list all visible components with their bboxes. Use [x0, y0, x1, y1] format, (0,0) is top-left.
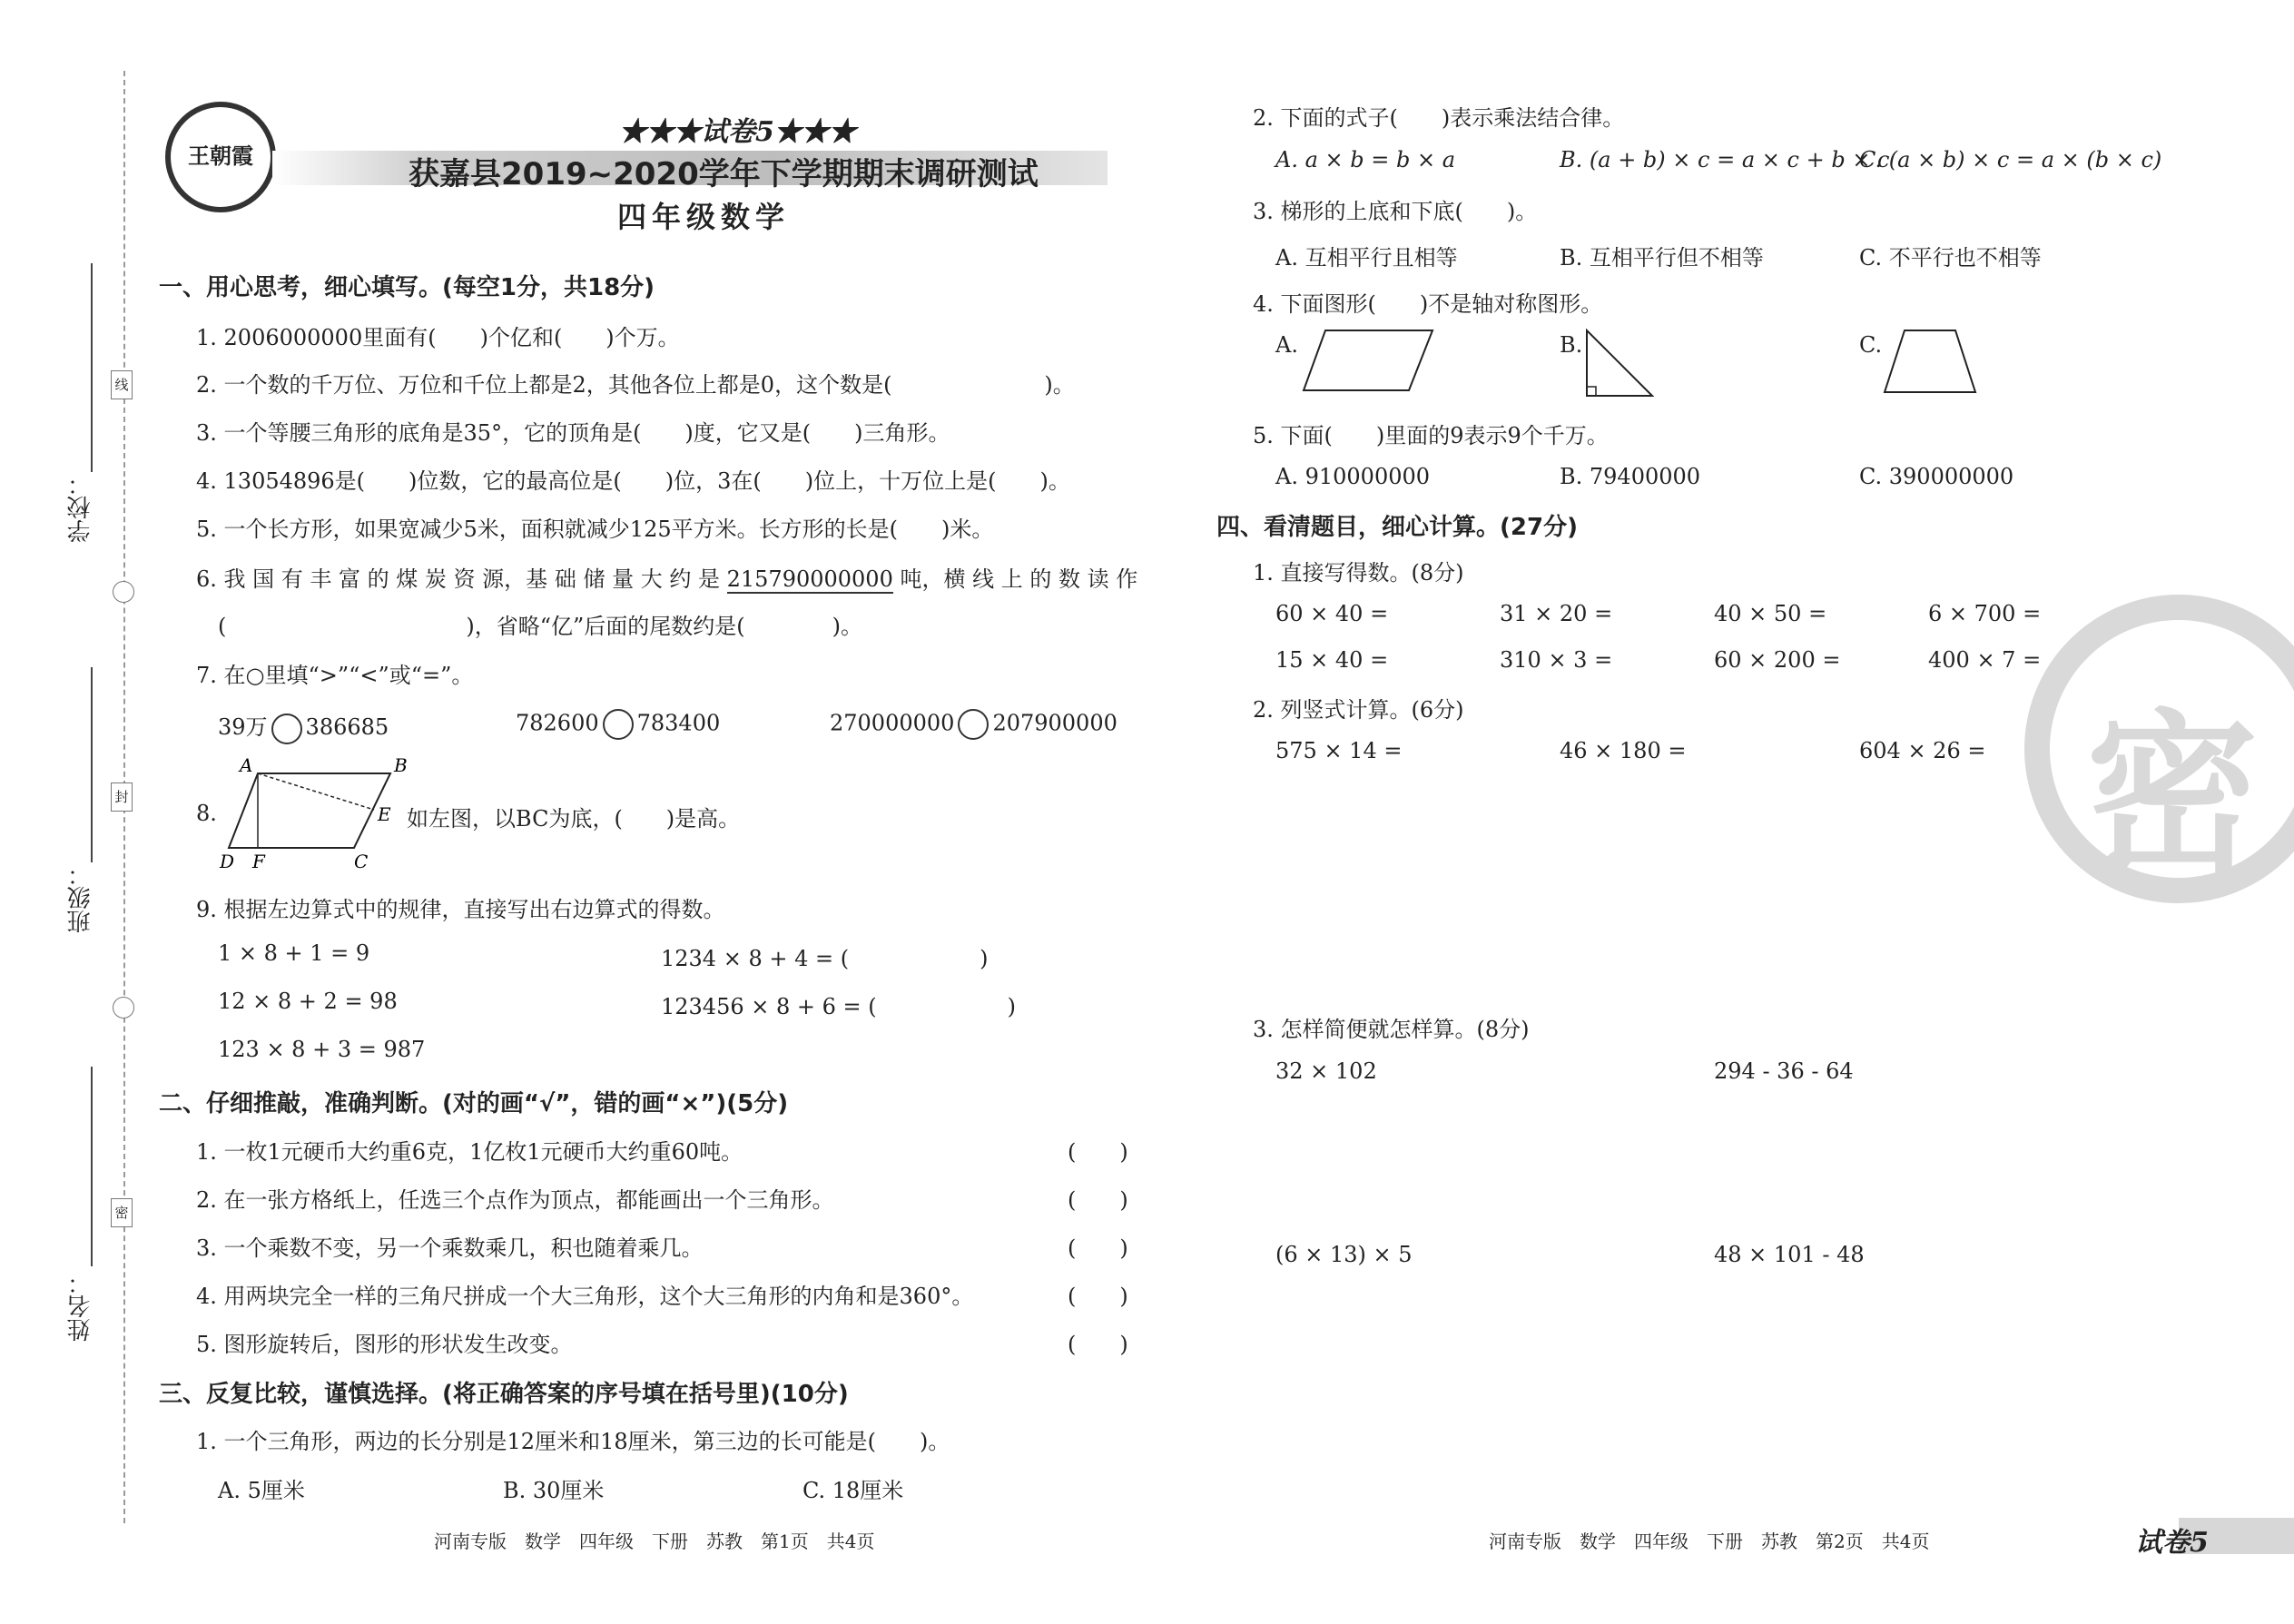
section1-heading: 一、用心思考，细心填写。(每空1分，共18分) — [159, 274, 655, 301]
s1-q5: 5. 一个长方形，如果宽减少5米，面积就减少125平方米。长方形的长是( )米。 — [196, 517, 994, 542]
binding-hole-icon — [113, 581, 134, 603]
school-blank[interactable] — [91, 263, 93, 472]
vertical-calc-item: 575 × 14 = — [1275, 738, 1403, 763]
class-label: 班级： — [67, 862, 94, 933]
s1-q9-right2: 123456 × 8 + 6 = ( ) — [661, 994, 1016, 1019]
s4-part3: 3. 怎样简便就怎样算。(8分) — [1253, 1017, 1530, 1042]
mental-math-item: 310 × 3 = — [1500, 647, 1613, 673]
s1-q9-right1: 1234 × 8 + 4 = ( ) — [661, 946, 989, 971]
judgement-item: 1. 一枚1元硬币大约重6克，1亿枚1元硬币大约重60吨。 — [196, 1139, 743, 1165]
s3-q3-option-a[interactable]: A. 互相平行且相等 — [1275, 245, 1458, 271]
s3-q4-option-a[interactable]: A. — [1275, 332, 1298, 358]
vertical-calc-item: 604 × 26 = — [1859, 738, 1986, 763]
mental-math-item: 15 × 40 = — [1275, 647, 1389, 673]
answer-paren[interactable]: ( ) — [1068, 1284, 1128, 1309]
mental-math-item: 40 × 50 = — [1714, 601, 1827, 626]
s3-q5-option-b[interactable]: B. 79400000 — [1560, 464, 1701, 489]
compare-circle[interactable] — [958, 709, 989, 740]
secret-seal-watermark: 密 — [2024, 595, 2294, 903]
s3-q2: 2. 下面的式子( )表示乘法结合律。 — [1253, 105, 1625, 131]
mental-math-item: 31 × 20 = — [1500, 601, 1613, 626]
trapezoid-shape — [1881, 327, 1981, 396]
compare-circle[interactable] — [603, 709, 634, 740]
simplify-calc-item: 294 - 36 - 64 — [1714, 1058, 1854, 1084]
simplify-calc-item: (6 × 13) × 5 — [1275, 1242, 1413, 1267]
parallelogram-figure — [218, 755, 418, 873]
s3-q2-option-a[interactable]: A. a × b = b × a — [1275, 147, 1456, 172]
s1-q4: 4. 13054896是( )位数，它的最高位是( )位，3在( )位上，十万位上是( )。 — [196, 468, 1070, 494]
name-label: 姓名： — [67, 1271, 94, 1342]
s1-q7-compare-c: 270000000 207900000 — [830, 709, 1117, 740]
s1-q6-line1: 6. 我 国 有 丰 富 的 煤 炭 资 源，基 础 储 量 大 约 是 215790000000 吨，横 线 上 的 数 读 作 — [196, 566, 1138, 592]
paper-tag: ★★★试卷5★★★ — [619, 116, 856, 148]
s3-q2-option-b[interactable]: B. (a + b) × c = a × c + b × c — [1560, 147, 1890, 172]
label-d: D — [220, 851, 235, 872]
s3-q5-option-c[interactable]: C. 390000000 — [1859, 464, 2014, 489]
label-a: A — [240, 755, 253, 776]
mental-math-item: 60 × 200 = — [1714, 647, 1841, 673]
line-mark: 线 — [111, 370, 133, 399]
s3-q5-option-a[interactable]: A. 910000000 — [1275, 464, 1431, 489]
judgement-item: 3. 一个乘数不变，另一个乘数乘几，积也随着乘几。 — [196, 1235, 704, 1261]
s1-q9: 9. 根据左边算式中的规律，直接写出右边算式的得数。 — [196, 897, 725, 922]
s3-q3-option-c[interactable]: C. 不平行也不相等 — [1859, 245, 2042, 271]
answer-paren[interactable]: ( ) — [1068, 1139, 1128, 1165]
vertical-calc-item: 46 × 180 = — [1560, 738, 1687, 763]
s1-q3: 3. 一个等腰三角形的底角是35°，它的顶角是( )度，它又是( )三角形。 — [196, 420, 950, 446]
s1-q6-line2: ( )，省略“亿”后面的尾数约是( )。 — [218, 614, 862, 639]
s3-q1-option-c[interactable]: C. 18厘米 — [802, 1478, 904, 1503]
s4-part2: 2. 列竖式计算。(6分) — [1253, 697, 1464, 723]
s3-q1: 1. 一个三角形，两边的长分别是12厘米和18厘米，第三边的长可能是( )。 — [196, 1429, 950, 1454]
footer-tag: 试卷5 — [2135, 1527, 2209, 1559]
s3-q5: 5. 下面( )里面的9表示9个千万。 — [1253, 423, 1609, 448]
section4-heading: 四、看清题目，细心计算。(27分) — [1216, 514, 1578, 541]
mental-math-item: 6 × 700 = — [1928, 601, 2042, 626]
label-f: F — [252, 851, 265, 872]
s1-q1: 1. 2006000000里面有( )个亿和( )个万。 — [196, 325, 680, 350]
name-blank[interactable] — [91, 1067, 93, 1266]
s1-q2: 2. 一个数的千万位、万位和千位上都是2，其他各位上都是0，这个数是( )。 — [196, 372, 1075, 398]
label-b: B — [394, 755, 408, 776]
answer-paren[interactable]: ( ) — [1068, 1187, 1128, 1213]
judgement-item: 2. 在一张方格纸上，任选三个点作为顶点，都能画出一个三角形。 — [196, 1187, 834, 1213]
footer-right: 河南专版 数学 四年级 下册 苏教 第2页 共4页 — [1489, 1530, 1930, 1552]
simplify-calc-item: 32 × 102 — [1275, 1058, 1377, 1084]
simplify-calc-item: 48 × 101 - 48 — [1714, 1242, 1865, 1267]
school-label: 学校： — [67, 472, 94, 543]
s1-q7-compare-b: 782600 783400 — [516, 709, 720, 740]
binding-hole-icon — [113, 997, 134, 1019]
s1-q9-left2: 12 × 8 + 2 = 98 — [218, 989, 398, 1014]
s1-q8-number: 8. — [196, 801, 217, 826]
label-e: E — [378, 803, 391, 825]
section3-heading: 三、反复比较，谨慎选择。(将正确答案的序号填在括号里)(10分) — [159, 1381, 849, 1408]
label-c: C — [354, 851, 369, 872]
answer-paren[interactable]: ( ) — [1068, 1332, 1128, 1357]
mental-math-item: 400 × 7 = — [1928, 647, 2042, 673]
page-subtitle: 四年级数学 — [617, 200, 791, 234]
answer-paren[interactable]: ( ) — [1068, 1235, 1128, 1261]
s3-q4-option-c[interactable]: C. — [1859, 332, 1883, 358]
parallelogram-shape — [1300, 327, 1436, 396]
compare-circle[interactable] — [271, 714, 302, 744]
s3-q2-option-c[interactable]: C. (a × b) × c = a × (b × c) — [1859, 147, 2162, 172]
page-title: 获嘉县2019~2020学年下学期期末调研测试 — [409, 156, 1039, 192]
s4-part1: 1. 直接写得数。(8分) — [1253, 560, 1464, 586]
judgement-item: 4. 用两块完全一样的三角尺拼成一个大三角形，这个大三角形的内角和是360°。 — [196, 1284, 974, 1309]
s3-q3-option-b[interactable]: B. 互相平行但不相等 — [1560, 245, 1764, 271]
s1-q7: 7. 在○里填“>”“<”或“=”。 — [196, 663, 474, 688]
s3-q4: 4. 下面图形( )不是轴对称图形。 — [1253, 291, 1603, 317]
class-blank[interactable] — [91, 667, 93, 862]
right-triangle-shape — [1580, 327, 1661, 399]
s3-q1-option-b[interactable]: B. 30厘米 — [503, 1478, 605, 1503]
footer-left: 河南专版 数学 四年级 下册 苏教 第1页 共4页 — [434, 1530, 875, 1552]
s1-q8: 如左图，以BC为底，( )是高。 — [407, 806, 741, 832]
section2-heading: 二、仔细推敲，准确判断。(对的画“√”，错的画“×”)(5分) — [159, 1090, 789, 1117]
s1-q7-compare-a: 39万 386685 — [218, 709, 389, 744]
secret-mark: 密 — [111, 1198, 133, 1227]
seal-mark: 封 — [111, 782, 133, 812]
s3-q3: 3. 梯形的上底和下底( )。 — [1253, 199, 1538, 224]
s1-q9-left3: 123 × 8 + 3 = 987 — [218, 1037, 426, 1062]
judgement-item: 5. 图形旋转后，图形的形状发生改变。 — [196, 1332, 573, 1357]
mental-math-item: 60 × 40 = — [1275, 601, 1389, 626]
s3-q4-option-b[interactable]: B. — [1560, 332, 1583, 358]
s3-q1-option-a[interactable]: A. 5厘米 — [218, 1478, 305, 1503]
brand-logo: 王朝霞 — [165, 102, 276, 212]
s1-q9-left1: 1 × 8 + 1 = 9 — [218, 940, 370, 966]
